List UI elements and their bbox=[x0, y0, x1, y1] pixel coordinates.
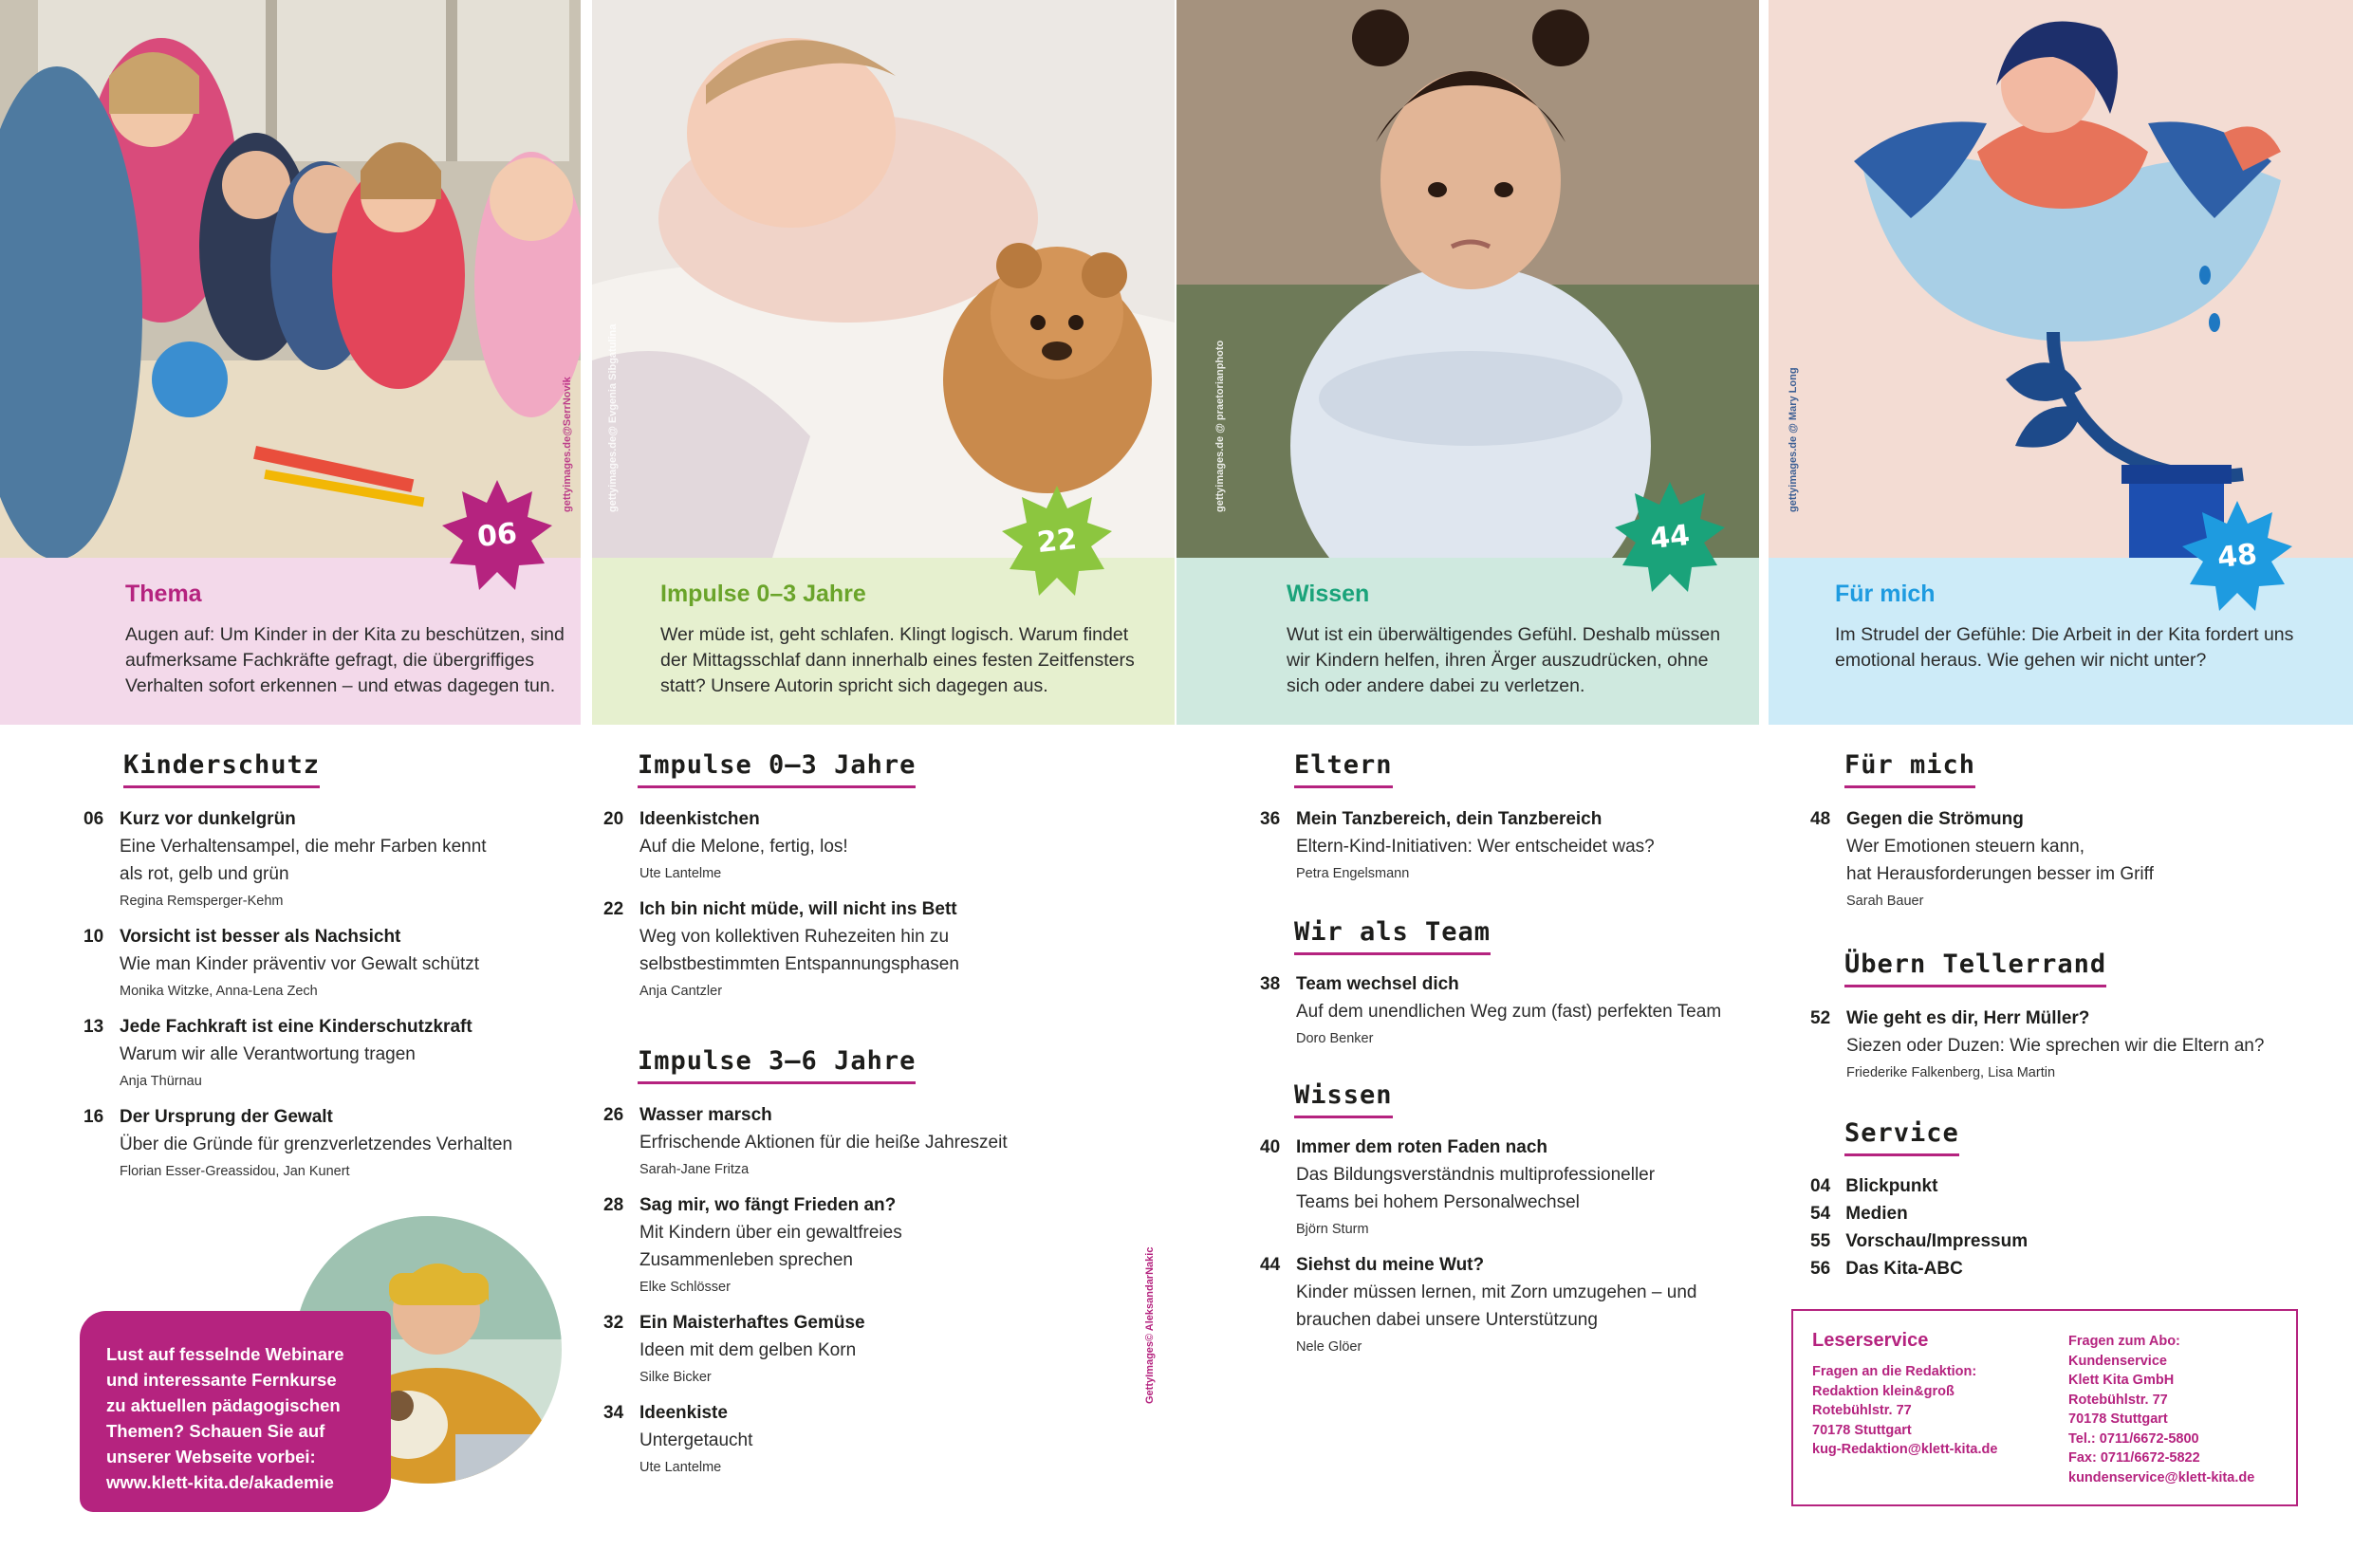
toc-entry[interactable]: 54 Medien bbox=[1810, 1204, 1908, 1224]
leserservice-redaktion[interactable]: Fragen an die Redaktion: Redaktion klein&groß Rotebühlstr. 77 70178 Stuttgart kug-Redaktion@klett-kita.de bbox=[1812, 1364, 1998, 1457]
toc-entry[interactable]: 04 Blickpunkt bbox=[1810, 1176, 1938, 1196]
photo-sleeping-child bbox=[592, 0, 1175, 558]
toc-entry[interactable]: 55 Vorschau/Impressum bbox=[1810, 1231, 2029, 1251]
toc-entry[interactable]: 56 Das Kita-ABC bbox=[1810, 1259, 1963, 1279]
section-heading-fuer-mich: Für mich bbox=[1844, 749, 1975, 788]
toc-entry[interactable]: 22 Ich bin nicht müde, will nicht ins Bett Weg von kollektiven Ruhezeiten hin zu selbstbestimmten Entspannungsphasen Anja Cantzler bbox=[603, 899, 959, 999]
promo-link[interactable]: www.klett-kita.de/akademie bbox=[106, 1472, 334, 1492]
section-heading-team: Wir als Team bbox=[1294, 916, 1491, 955]
toc-entry[interactable]: 06 Kurz vor dunkelgrün Eine Verhaltensampel, die mehr Farben kennt als rot, gelb und grün Regina Remsperger-Kehm bbox=[83, 809, 487, 909]
toc-entry[interactable]: 16 Der Ursprung der Gewalt Über die Gründe für grenzverletzendes Verhalten Florian Esser-Greassidou, Jan Kunert bbox=[83, 1107, 513, 1179]
section-heading-impulse-0-3: Impulse 0–3 Jahre bbox=[638, 749, 916, 788]
section-heading-service: Service bbox=[1844, 1117, 1959, 1156]
toc-entry[interactable]: 36 Mein Tanzbereich, dein Tanzbereich Eltern-Kind-Initiativen: Wer entscheidet was? Petra Engelsmann bbox=[1260, 809, 1655, 881]
section-heading-wissen: Wissen bbox=[1294, 1079, 1393, 1118]
page-badge-44: 44 bbox=[1613, 480, 1727, 594]
leserservice-box bbox=[1791, 1309, 2298, 1506]
section-heading-kinderschutz: Kinderschutz bbox=[123, 749, 320, 788]
toc-impulse-3-6 bbox=[603, 1102, 1135, 1479]
photo-children-kita bbox=[0, 0, 581, 558]
toc-entry[interactable]: 34 Ideenkiste Untergetaucht Ute Lantelme bbox=[603, 1403, 753, 1475]
page-badge-22: 22 bbox=[1000, 484, 1114, 598]
toc-wissen bbox=[1260, 1134, 1791, 1358]
photo-credit-1: gettyimages.de@SerrNovik bbox=[562, 377, 573, 512]
teaser-label: Impulse 0–3 Jahre bbox=[660, 581, 866, 607]
page-badge-48: 48 bbox=[2180, 499, 2294, 613]
teaser-text: Im Strudel der Gefühle: Die Arbeit in der Kita fordert uns emotional heraus. Wie gehen wir nicht unter? bbox=[1835, 624, 2294, 671]
illustration-woman-flower bbox=[1769, 0, 2353, 558]
toc-entry[interactable]: 20 Ideenkistchen Auf die Melone, fertig, los! Ute Lantelme bbox=[603, 809, 848, 881]
toc-team bbox=[1260, 971, 1791, 1050]
toc-entry[interactable]: 28 Sag mir, wo fängt Frieden an? Mit Kindern über ein gewaltfreies Zusammenleben sprechen Elke Schlösser bbox=[603, 1195, 902, 1295]
teaser-label: Für mich bbox=[1835, 581, 1936, 607]
page-badge-06: 06 bbox=[440, 478, 554, 592]
section-heading-tellerrand: Übern Tellerrand bbox=[1844, 949, 2106, 987]
promo-akademie-box[interactable]: Lust auf fesselnde Webinare und interessante Fernkurse zu aktuellen pädagogischen Themen? Schauen Sie auf unserer Webseite vorbei: www.klett-kita.de/akademie bbox=[80, 1311, 391, 1512]
toc-entry[interactable]: 26 Wasser marsch Erfrischende Aktionen für die heiße Jahreszeit Sarah-Jane Fritza bbox=[603, 1105, 1008, 1177]
promo-photo-credit: GettyImages© AleksandarNakic bbox=[1144, 1246, 1156, 1404]
photo-credit-3: gettyimages.de @ praetorianphoto bbox=[1214, 340, 1226, 512]
teaser-label: Wissen bbox=[1287, 581, 1370, 607]
toc-entry[interactable]: 10 Vorsicht ist besser als Nachsicht Wie man Kinder präventiv vor Gewalt schützt Monika Witzke, Anna-Lena Zech bbox=[83, 927, 480, 999]
toc-eltern bbox=[1260, 806, 1791, 885]
toc-impulse-0-3 bbox=[603, 806, 1135, 1003]
toc-entry[interactable]: 32 Ein Maisterhaftes Gemüse Ideen mit dem gelben Korn Silke Bicker bbox=[603, 1313, 865, 1385]
leserservice-abo[interactable]: Fragen zum Abo: Kundenservice Klett Kita GmbH Rotebühlstr. 77 70178 Stuttgart Tel.: 0711/6672-5800 Fax: 0711/6672-5822 kundenservice@klett-kita.de bbox=[2068, 1334, 2255, 1485]
teaser-text: Augen auf: Um Kinder in der Kita zu beschützen, sind aufmerksame Fachkräfte gefragt, die übergriffiges Verhalten sofort erkennen – und etwas dagegen tun. bbox=[125, 624, 565, 696]
toc-entry[interactable]: 44 Siehst du meine Wut? Kinder müssen lernen, mit Zorn umzugehen – und brauchen dabei unsere Unterstützung Nele Glöer bbox=[1260, 1255, 1697, 1355]
teaser-text: Wut ist ein überwältigendes Gefühl. Deshalb müssen wir Kindern helfen, ihren Ärger auszudrücken, ohne sich oder andere dabei zu verletzen. bbox=[1287, 624, 1721, 696]
toc-kinderschutz bbox=[83, 806, 615, 1183]
photo-credit-2: gettyimages.de@ Evgenia Sibgatulina bbox=[607, 323, 619, 512]
teaser-label: Thema bbox=[125, 581, 202, 607]
toc-entry[interactable]: 38 Team wechsel dich Auf dem unendlichen Weg zum (fast) perfekten Team Doro Benker bbox=[1260, 974, 1722, 1046]
toc-entry[interactable]: 52 Wie geht es dir, Herr Müller? Siezen oder Duzen: Wie sprechen wir die Eltern an? Friederike Falkenberg, Lisa Martin bbox=[1810, 1008, 2265, 1080]
toc-service bbox=[1810, 1172, 2028, 1282]
section-heading-eltern: Eltern bbox=[1294, 749, 1393, 788]
leserservice-title: Leserservice bbox=[1812, 1330, 1929, 1351]
toc-entry[interactable]: 13 Jede Fachkraft ist eine Kinderschutzkraft Warum wir alle Verantwortung tragen Anja Thürnau bbox=[83, 1017, 472, 1089]
toc-entry[interactable]: 48 Gegen die Strömung Wer Emotionen steuern kann, hat Herausforderungen besser im Griff Sarah Bauer bbox=[1810, 809, 2154, 909]
toc-entry[interactable]: 40 Immer dem roten Faden nach Das Bildungsverständnis multiprofessioneller Teams bei hohem Personalwechsel Björn Sturm bbox=[1260, 1137, 1656, 1237]
photo-credit-4: gettyimages.de @ Mary Long bbox=[1788, 367, 1799, 512]
toc-tellerrand bbox=[1810, 1005, 2342, 1084]
teaser-text: Wer müde ist, geht schlafen. Klingt logisch. Warum findet der Mittagsschlaf dann innerhalb eines festen Zeitfensters statt? Unsere Autorin spricht sich dagegen aus. bbox=[660, 624, 1135, 696]
section-heading-impulse-3-6: Impulse 3–6 Jahre bbox=[638, 1045, 916, 1084]
toc-fuer-mich bbox=[1810, 806, 2342, 913]
photo-angry-girl bbox=[1176, 0, 1759, 558]
